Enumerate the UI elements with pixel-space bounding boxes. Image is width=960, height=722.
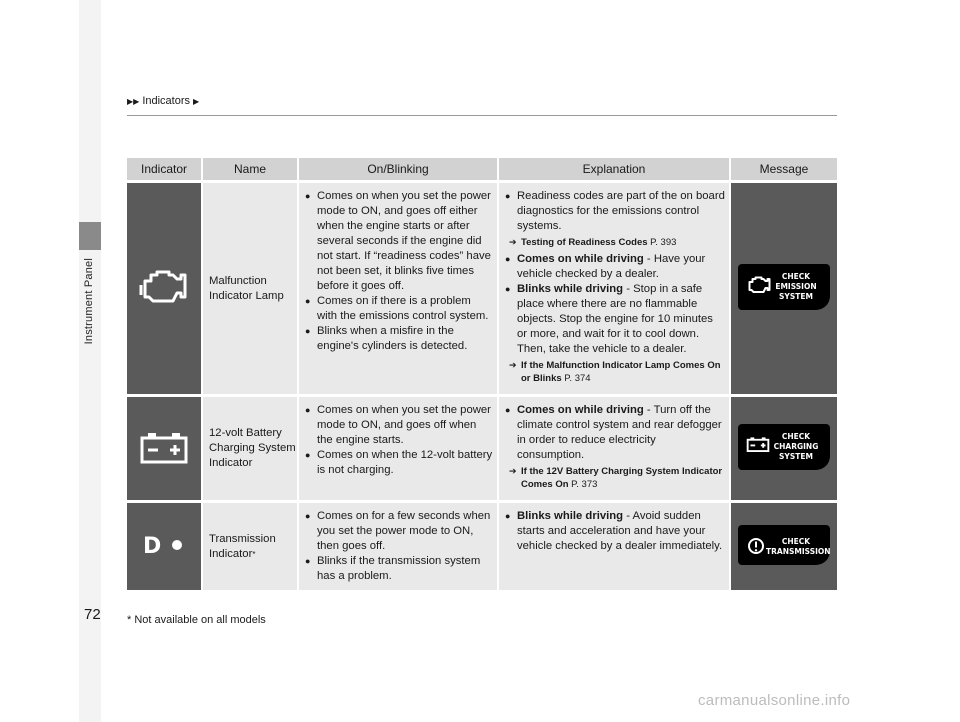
indicator-name: Transmission Indicator* — [203, 500, 299, 590]
column-header: Message — [731, 158, 837, 180]
list-item: ● Comes on when you set the power mode to ON, and goes off when the engine starts. — [305, 403, 493, 448]
table-header-row — [127, 158, 837, 180]
table-row — [127, 500, 837, 590]
column-header: Explanation — [499, 158, 731, 180]
battery-icon — [139, 430, 189, 464]
breadcrumb-label: Indicators — [142, 95, 191, 107]
column-header: On/Blinking — [299, 158, 499, 180]
engine-icon — [746, 276, 772, 294]
message-text: CHECK EMISSION SYSTEM — [775, 272, 817, 301]
page-reference-link[interactable]: ➔ If the Malfunction Indicator Lamp Comes On or Blinks P. 374 — [509, 360, 721, 384]
indicators-table — [127, 158, 837, 590]
message-text: CHECK CHARGING SYSTEM — [773, 432, 819, 461]
explanation-cell — [499, 180, 731, 394]
list-item: ● Comes on if there is a problem with the emissions control system. — [305, 294, 493, 324]
message-cell — [731, 500, 837, 590]
reference-arrow-icon: ➔ — [509, 466, 517, 476]
list-item: ● Blinks if the transmission system has a problem. — [305, 554, 493, 584]
warning-exclamation-icon — [746, 537, 766, 555]
on-blinking-cell — [299, 500, 499, 590]
message-display — [738, 424, 830, 470]
header-rule — [127, 115, 837, 116]
explanation-cell — [499, 500, 731, 590]
message-display — [738, 525, 830, 565]
section-label: Instrument Panel — [83, 258, 95, 345]
list-item: ● Comes on when you set the power mode to ON, and goes off either when the engine starts or after several seconds if the engine did not start. If “readiness codes” have not been set, it blinks five times before it goes off. — [305, 189, 493, 294]
column-header: Name — [203, 158, 299, 180]
transmission-d-icon — [139, 533, 189, 557]
column-header: Indicator — [127, 158, 203, 180]
message-cell — [731, 180, 837, 394]
breadcrumb[interactable] — [127, 95, 199, 107]
reference-arrow-icon: ➔ — [509, 360, 517, 370]
list-item: ● Comes on while driving - Turn off the climate control system and rear defogger in order to reduce electricity consumption. — [505, 403, 725, 463]
breadcrumb-arrow-icon: ▶ — [193, 96, 200, 106]
list-item: ● Comes on when the 12-volt battery is not charging. — [305, 448, 493, 478]
on-blinking-cell — [299, 180, 499, 394]
engine-icon — [139, 269, 189, 305]
indicator-name: 12-volt Battery Charging System Indicator — [203, 394, 299, 500]
watermark: carmanualsonline.info — [698, 692, 851, 709]
reference-arrow-icon: ➔ — [509, 237, 517, 247]
page-number: 72 — [84, 606, 101, 623]
footnote: * Not available on all models — [127, 614, 266, 626]
breadcrumb-arrow-icon: ▶▶ — [127, 96, 140, 106]
message-display — [738, 264, 830, 310]
list-item: ● Blinks when a misfire in the engine's cylinders is detected. — [305, 324, 493, 354]
list-item: ● Readiness codes are part of the on board diagnostics for the emissions control systems. — [505, 189, 725, 234]
table-row — [127, 180, 837, 394]
page-reference-link[interactable]: ➔ Testing of Readiness Codes P. 393 — [509, 237, 677, 248]
list-item: ● Comes on while driving - Have your vehicle checked by a dealer. — [505, 252, 725, 282]
indicator-cell — [127, 394, 203, 500]
indicator-cell — [127, 500, 203, 590]
page-reference-link[interactable]: ➔ If the 12V Battery Charging System Indicator Comes On P. 373 — [509, 466, 723, 490]
list-item: ● Blinks while driving - Avoid sudden starts and acceleration and have your vehicle checked by a dealer immediately. — [505, 509, 725, 554]
list-item: ● Blinks while driving - Stop in a safe place where there are no flammable objects. Stop the engine for 10 minutes or more, and wait for it to cool down. Then, take the vehicle to a dealer. — [505, 282, 725, 357]
explanation-cell — [499, 394, 731, 500]
message-text: CHECK TRANSMISSION — [766, 537, 831, 556]
indicator-cell — [127, 180, 203, 394]
svg-text:D: D — [143, 534, 162, 557]
list-item: ● Comes on for a few seconds when you set the power mode to ON, then goes off. — [305, 509, 493, 554]
message-cell — [731, 394, 837, 500]
table-row — [127, 394, 837, 500]
on-blinking-cell — [299, 394, 499, 500]
indicator-name: Malfunction Indicator Lamp — [203, 180, 299, 394]
sidetab-marker — [79, 222, 101, 250]
battery-icon — [746, 436, 770, 452]
